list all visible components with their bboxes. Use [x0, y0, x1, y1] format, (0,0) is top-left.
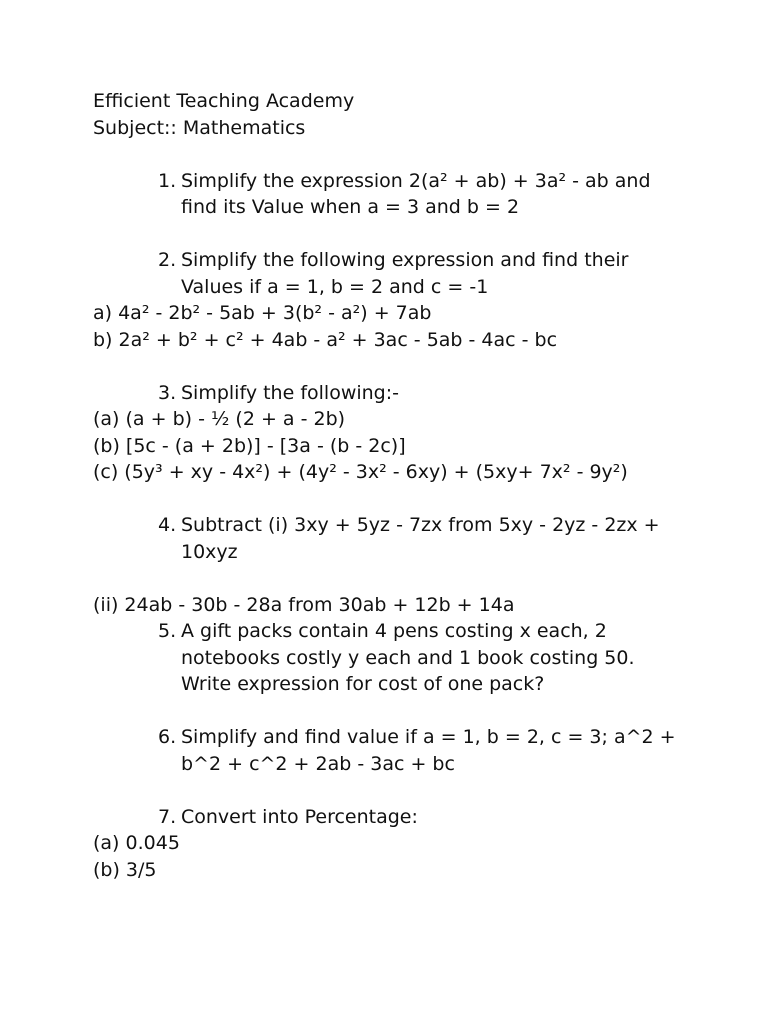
question-number: 2.: [158, 249, 177, 271]
question-part: (a) (a + b) - ½ (2 + a - 2b): [93, 408, 346, 430]
question-text-line: notebooks costly y each and 1 book costing 50.: [181, 646, 635, 669]
question-3: [93, 380, 693, 407]
question-1: [93, 168, 693, 221]
school-name: Efficient Teaching Academy: [93, 90, 355, 112]
document-body: [93, 88, 693, 883]
question-text-line: find its Value when a = 3 and b = 2: [181, 196, 520, 218]
question-text-line: Simplify and find value if a = 1, b = 2, c = 3; a^2 +: [181, 726, 676, 748]
question-part: b) 2a² + b² + c² + 4ab - a² + 3ac - 5ab - 4ac - bc: [93, 328, 558, 351]
spacer: [93, 698, 693, 725]
spacer: [93, 486, 693, 513]
question-part: (ii) 24ab - 30b - 28a from 30ab + 12b + 14a: [93, 593, 515, 616]
spacer: [93, 141, 693, 168]
question-text-line: 10xyz: [181, 540, 238, 563]
question-text-line: A gift packs contain 4 pens costing x each, 2: [181, 620, 607, 642]
spacer: [93, 777, 693, 804]
question-text-line: Values if a = 1, b = 2 and c = -1: [181, 275, 489, 298]
question-part: (c) (5y³ + xy - 4x²) + (4y² - 3x² - 6xy) + (5xy+ 7x² - 9y²): [93, 461, 628, 483]
question-number: 5.: [158, 620, 177, 642]
question-6: [93, 724, 693, 777]
question-2: [93, 247, 693, 300]
question-number: 3.: [158, 381, 177, 404]
question-part: (b) [5c - (a + 2b)] - [3a - (b - 2c)]: [93, 434, 406, 457]
question-text-line: Convert into Percentage:: [181, 805, 418, 828]
question-part: (a) 0.045: [93, 832, 180, 854]
question-text-line: b^2 + c^2 + 2ab - 3ac + bc: [181, 752, 455, 775]
question-text-line: Simplify the expression 2(a² + ab) + 3a² - ab and: [181, 169, 651, 192]
question-5: [93, 618, 693, 698]
subject-line: Subject:: Mathematics: [93, 116, 306, 139]
question-4: [93, 512, 693, 565]
question-part: (b) 3/5: [93, 858, 157, 881]
question-number: 6.: [158, 726, 177, 748]
spacer: [93, 221, 693, 248]
question-number: 7.: [158, 805, 177, 828]
question-text-line: Simplify the following:-: [181, 381, 399, 404]
question-text-line: Write expression for cost of one pack?: [181, 673, 545, 695]
question-7: [93, 804, 693, 831]
question-number: 4.: [158, 514, 177, 536]
question-text-line: Subtract (i) 3xy + 5yz - 7zx from 5xy - 2yz - 2zx +: [181, 514, 660, 536]
question-part: a) 4a² - 2b² - 5ab + 3(b² - a²) + 7ab: [93, 302, 432, 324]
spacer: [93, 353, 693, 380]
spacer: [93, 565, 693, 592]
question-number: 1.: [158, 169, 177, 192]
question-text-line: Simplify the following expression and find their: [181, 249, 629, 271]
